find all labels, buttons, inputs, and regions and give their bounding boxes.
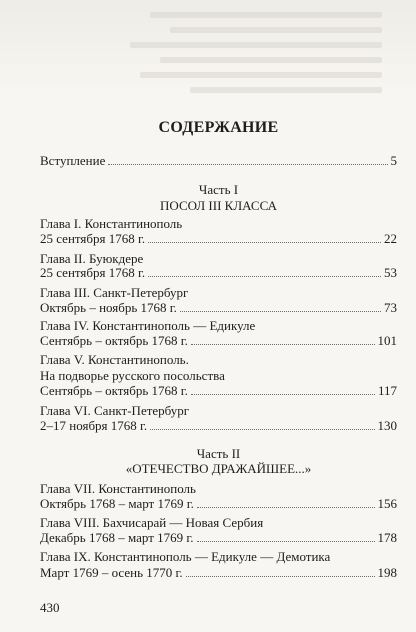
chapter-date: Сентябрь – октябрь 1768 г. (40, 333, 188, 348)
part-subtitle: «ОТЕЧЕСТВО ДРАЖАЙШЕЕ...» (125, 461, 312, 476)
leader-dots (191, 343, 375, 345)
toc-entry-chapter[interactable] (40, 383, 397, 399)
leader-dots (148, 241, 381, 243)
toc-entry-chapter[interactable] (40, 496, 397, 512)
toc-page-number: 101 (377, 333, 397, 348)
toc-page-number: 130 (377, 418, 397, 433)
leader-dots (150, 428, 374, 430)
chapter-title[interactable]: Глава VII. Константинополь (40, 481, 196, 496)
leader-dots (180, 310, 381, 312)
chapter-date: 25 сентября 1768 г. (40, 231, 146, 246)
chapter-date: Октябрь – ноябрь 1768 г. (40, 300, 177, 315)
leader-dots (186, 575, 375, 577)
leader-dots (108, 163, 387, 165)
chapter-title[interactable]: Глава IX. Константинополь — Едикуле — Демотика (40, 549, 331, 564)
toc-entry-chapter[interactable] (40, 418, 397, 434)
toc-page-number: 198 (377, 565, 397, 580)
chapter-date: Октябрь 1768 – март 1769 г. (40, 496, 194, 511)
chapter-date: Сентябрь – октябрь 1768 г. (40, 383, 188, 398)
toc-page-number: 5 (390, 153, 397, 168)
page-title: СОДЕРЖАНИЕ (158, 119, 279, 136)
toc-entry-intro[interactable] (40, 153, 397, 169)
part-heading: Часть I (198, 182, 239, 197)
toc-entry-chapter[interactable] (40, 530, 397, 546)
leader-dots (197, 506, 375, 508)
leader-dots (148, 275, 381, 277)
toc-page-number: 53 (384, 265, 397, 280)
toc-page-number: 156 (377, 496, 397, 511)
part-heading: Часть II (196, 446, 241, 461)
toc-page-number: 178 (377, 530, 397, 545)
chapter-date: Декабрь 1768 – март 1769 г. (40, 530, 194, 545)
chapter-date: Март 1769 – осень 1770 г. (40, 565, 183, 580)
toc-entry-label: Вступление (40, 153, 106, 168)
toc-entry-chapter[interactable] (40, 333, 397, 349)
toc-entry-chapter[interactable] (40, 300, 397, 316)
page-number: 430 (40, 600, 60, 615)
toc-page-number: 117 (377, 383, 397, 398)
chapter-title[interactable]: Глава IV. Константинополь — Едикуле (40, 318, 256, 333)
leader-dots (197, 540, 375, 542)
facing-page-bleed (0, 0, 416, 95)
toc-page-number: 22 (384, 231, 397, 246)
chapter-date: 25 сентября 1768 г. (40, 265, 146, 280)
chapter-title[interactable]: Глава VIII. Бахчисарай — Новая Сербия (40, 515, 264, 530)
toc-entry-chapter[interactable] (40, 565, 397, 581)
chapter-title[interactable]: Глава V. Константинополь. (40, 352, 189, 367)
chapter-title[interactable]: Глава VI. Санкт-Петербург (40, 403, 190, 418)
chapter-title[interactable]: Глава II. Буюкдере (40, 251, 144, 266)
leader-dots (191, 393, 375, 395)
toc-entry-chapter[interactable] (40, 265, 397, 281)
chapter-title[interactable]: Глава III. Санкт-Петербург (40, 285, 189, 300)
toc-entry-chapter[interactable] (40, 231, 397, 247)
part-subtitle: ПОСОЛ III КЛАССА (160, 198, 277, 213)
chapter-title[interactable]: Глава I. Константинополь (40, 216, 183, 231)
chapter-subtitle: На подворье русского посольства (40, 368, 225, 383)
toc-page-number: 73 (384, 300, 397, 315)
chapter-date: 2–17 ноября 1768 г. (40, 418, 148, 433)
